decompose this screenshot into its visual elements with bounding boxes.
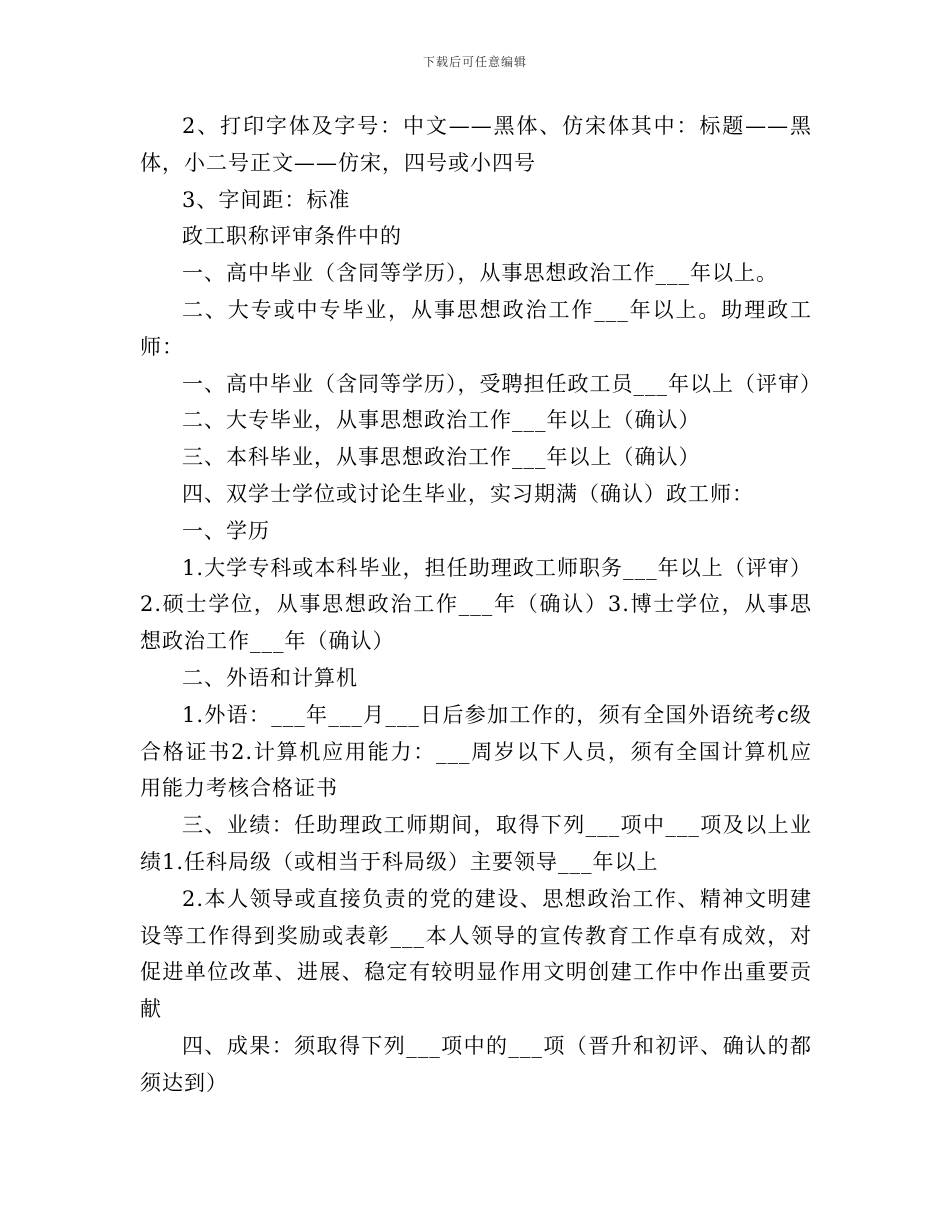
- paragraph-achievements: 四、成果：须取得下列___项中的___项（晋升和初评、确认的都须达到）: [140, 1033, 812, 1095]
- document-body: [140, 108, 822, 1102]
- paragraph-college: 二、大专或中专毕业，从事思想政治工作___年以上。助理政工师：: [140, 297, 812, 359]
- page-header-note: 下载后可任意编辑: [422, 55, 527, 69]
- paragraph-assistant-highschool: 一、高中毕业（含同等学历），受聘担任政工员___年以上（评审）: [182, 371, 822, 396]
- paragraph-conditions-title: 政工职称评审条件中的: [182, 224, 402, 249]
- paragraph-education-items: 1.大学专科或本科毕业，担任助理政工师职务___年以上（评审）2.硕士学位，从事思想政治工作___年（确认）3.博士学位，从事思想政治工作___年（确认）: [140, 555, 812, 654]
- paragraph-assistant-bachelor: 三、本科毕业，从事思想政治工作___年以上（确认）: [182, 445, 701, 470]
- paragraph-letter-spacing: 3、字间距：标准: [182, 187, 351, 212]
- paragraph-education-heading: 一、学历: [182, 518, 270, 543]
- paragraph-language-computer-items: 1.外语：___年___月___日后参加工作的，须有全国外语统考c级合格证书2.计算机应用能力：___周岁以下人员，须有全国计算机应用能力考核合格证书: [140, 702, 812, 801]
- paragraph-language-computer-heading: 二、外语和计算机: [182, 665, 358, 690]
- paragraph-assistant-college: 二、大专毕业，从事思想政治工作___年以上（确认）: [182, 408, 701, 433]
- paragraph-performance: 三、业绩：任助理政工师期间，取得下列___项中___项及以上业绩1.任科局级（或相当于科局级）主要领导___年以上: [140, 813, 812, 874]
- paragraph-font-spec: 2、打印字体及字号：中文——黑体、仿宋体其中：标题——黑体，小二号正文——仿宋，四号或小四号: [140, 114, 812, 175]
- paragraph-highschool: 一、高中毕业（含同等学历），从事思想政治工作___年以上。: [182, 261, 778, 286]
- paragraph-double-degree: 四、双学士学位或讨论生毕业，实习期满（确认）政工师：: [182, 481, 754, 506]
- paragraph-performance-item-2: 2.本人领导或直接负责的党的建设、思想政治工作、精神文明建设等工作得到奖励或表彰___本人领导的宣传教育工作卓有成效，对促进单位改革、进展、稳定有较明显作用文明创建工作中作出重要贡献: [140, 886, 812, 1022]
